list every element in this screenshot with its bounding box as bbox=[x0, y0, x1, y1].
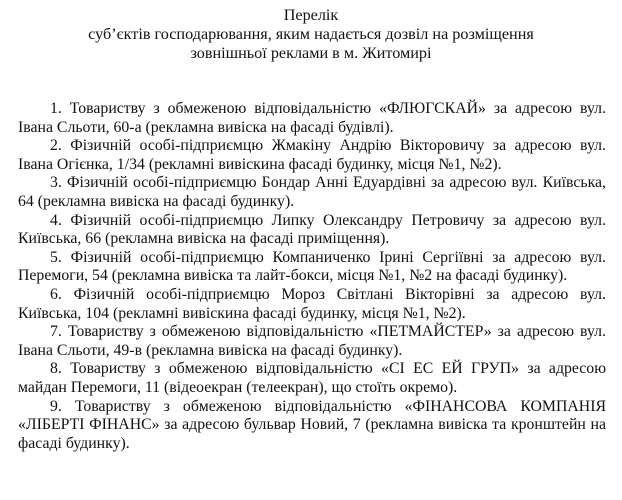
item-text: Фізичній особі-підприємцю Мороз Світлані Вікторівні за адресою вул. Київська, 104 (рекламні вивіскина фасаді будинку, місця №1, №2). bbox=[18, 285, 607, 322]
document-subtitle-line-1: суб’єктів господарювання, яким надається дозвіл на розміщення bbox=[88, 25, 534, 43]
item-text: Товариству з обмеженою відповідальністю «ФІНАНСОВА КОМПАНІЯ «ЛІБЕРТІ ФІНАНС» за адресою бульвар Новий, 7 (рекламна вивіска та кронштейн на фасаді будинку). bbox=[18, 397, 606, 452]
item-text: Фізичній особі-підприємцю Бондар Анні Едуардівні за адресою вул. Київська, 64 (рекламна вивіска на фасаді будинку). bbox=[18, 174, 606, 210]
item-text: Фізичній особі-підприємцю Липку Олександру Петровичу за адресою вул. Київська, 66 (рекламна вивіска на фасаді приміщення). bbox=[18, 211, 607, 248]
item-number: 1. bbox=[50, 100, 62, 117]
item-text: Фізичній особі-підприємцю Компаниченко Ірині Сергіївні за адресою вул. Перемоги, 54 (рекламна вивіска та лайт-бокси, місця №1, №2 на фасаді будинку). bbox=[18, 248, 607, 285]
item-number: 8. bbox=[50, 360, 62, 378]
item-number: 2. bbox=[50, 137, 62, 155]
item-text: Товариству з обмеженою відповідальністю «СІ ЕС ЕЙ ГРУП» за адресою майдан Перемоги, 11 (відеоекран (телеекран), що стоїть окремо). bbox=[18, 360, 606, 396]
list-item bbox=[18, 286, 606, 323]
list-item bbox=[18, 137, 606, 174]
item-number: 7. bbox=[50, 323, 62, 341]
item-number: 5. bbox=[50, 248, 62, 266]
item-number: 4. bbox=[50, 211, 62, 229]
item-text: Товариству з обмеженою відповідальністю «ПЕТМАЙСТЕР» за адресою вул. Івана Сльоти, 49-в (рекламна вивіска на фасаді будинку). bbox=[18, 323, 606, 359]
list-item bbox=[18, 212, 606, 249]
item-text: Фізичній особі-підприємцю Жмакіну Андрію Вікторовичу за адресою вул. Івана Огієнка, 1/34 (рекламні вивіскина фасаді будинку, місця №1, №2). bbox=[18, 137, 606, 173]
list-item bbox=[18, 360, 606, 397]
list-item bbox=[18, 323, 606, 360]
list-item bbox=[18, 100, 606, 137]
item-text: Товариству з обмеженою відповідальністю «ФЛЮГСКАЙ» за адресою вул. Івана Сльоти, 60-а (рекламна вивіска на фасаді будівлі). bbox=[18, 100, 606, 136]
list-item bbox=[18, 398, 606, 454]
item-number: 3. bbox=[50, 174, 62, 192]
document-title: Перелік bbox=[283, 6, 339, 24]
list-item bbox=[18, 249, 606, 286]
item-number: 6. bbox=[50, 285, 62, 303]
document-subtitle-line-2: зовнішньої реклами в м. Житомирі bbox=[190, 44, 432, 62]
list-item bbox=[18, 174, 606, 211]
permit-list bbox=[18, 100, 606, 453]
item-number: 9. bbox=[50, 397, 62, 415]
